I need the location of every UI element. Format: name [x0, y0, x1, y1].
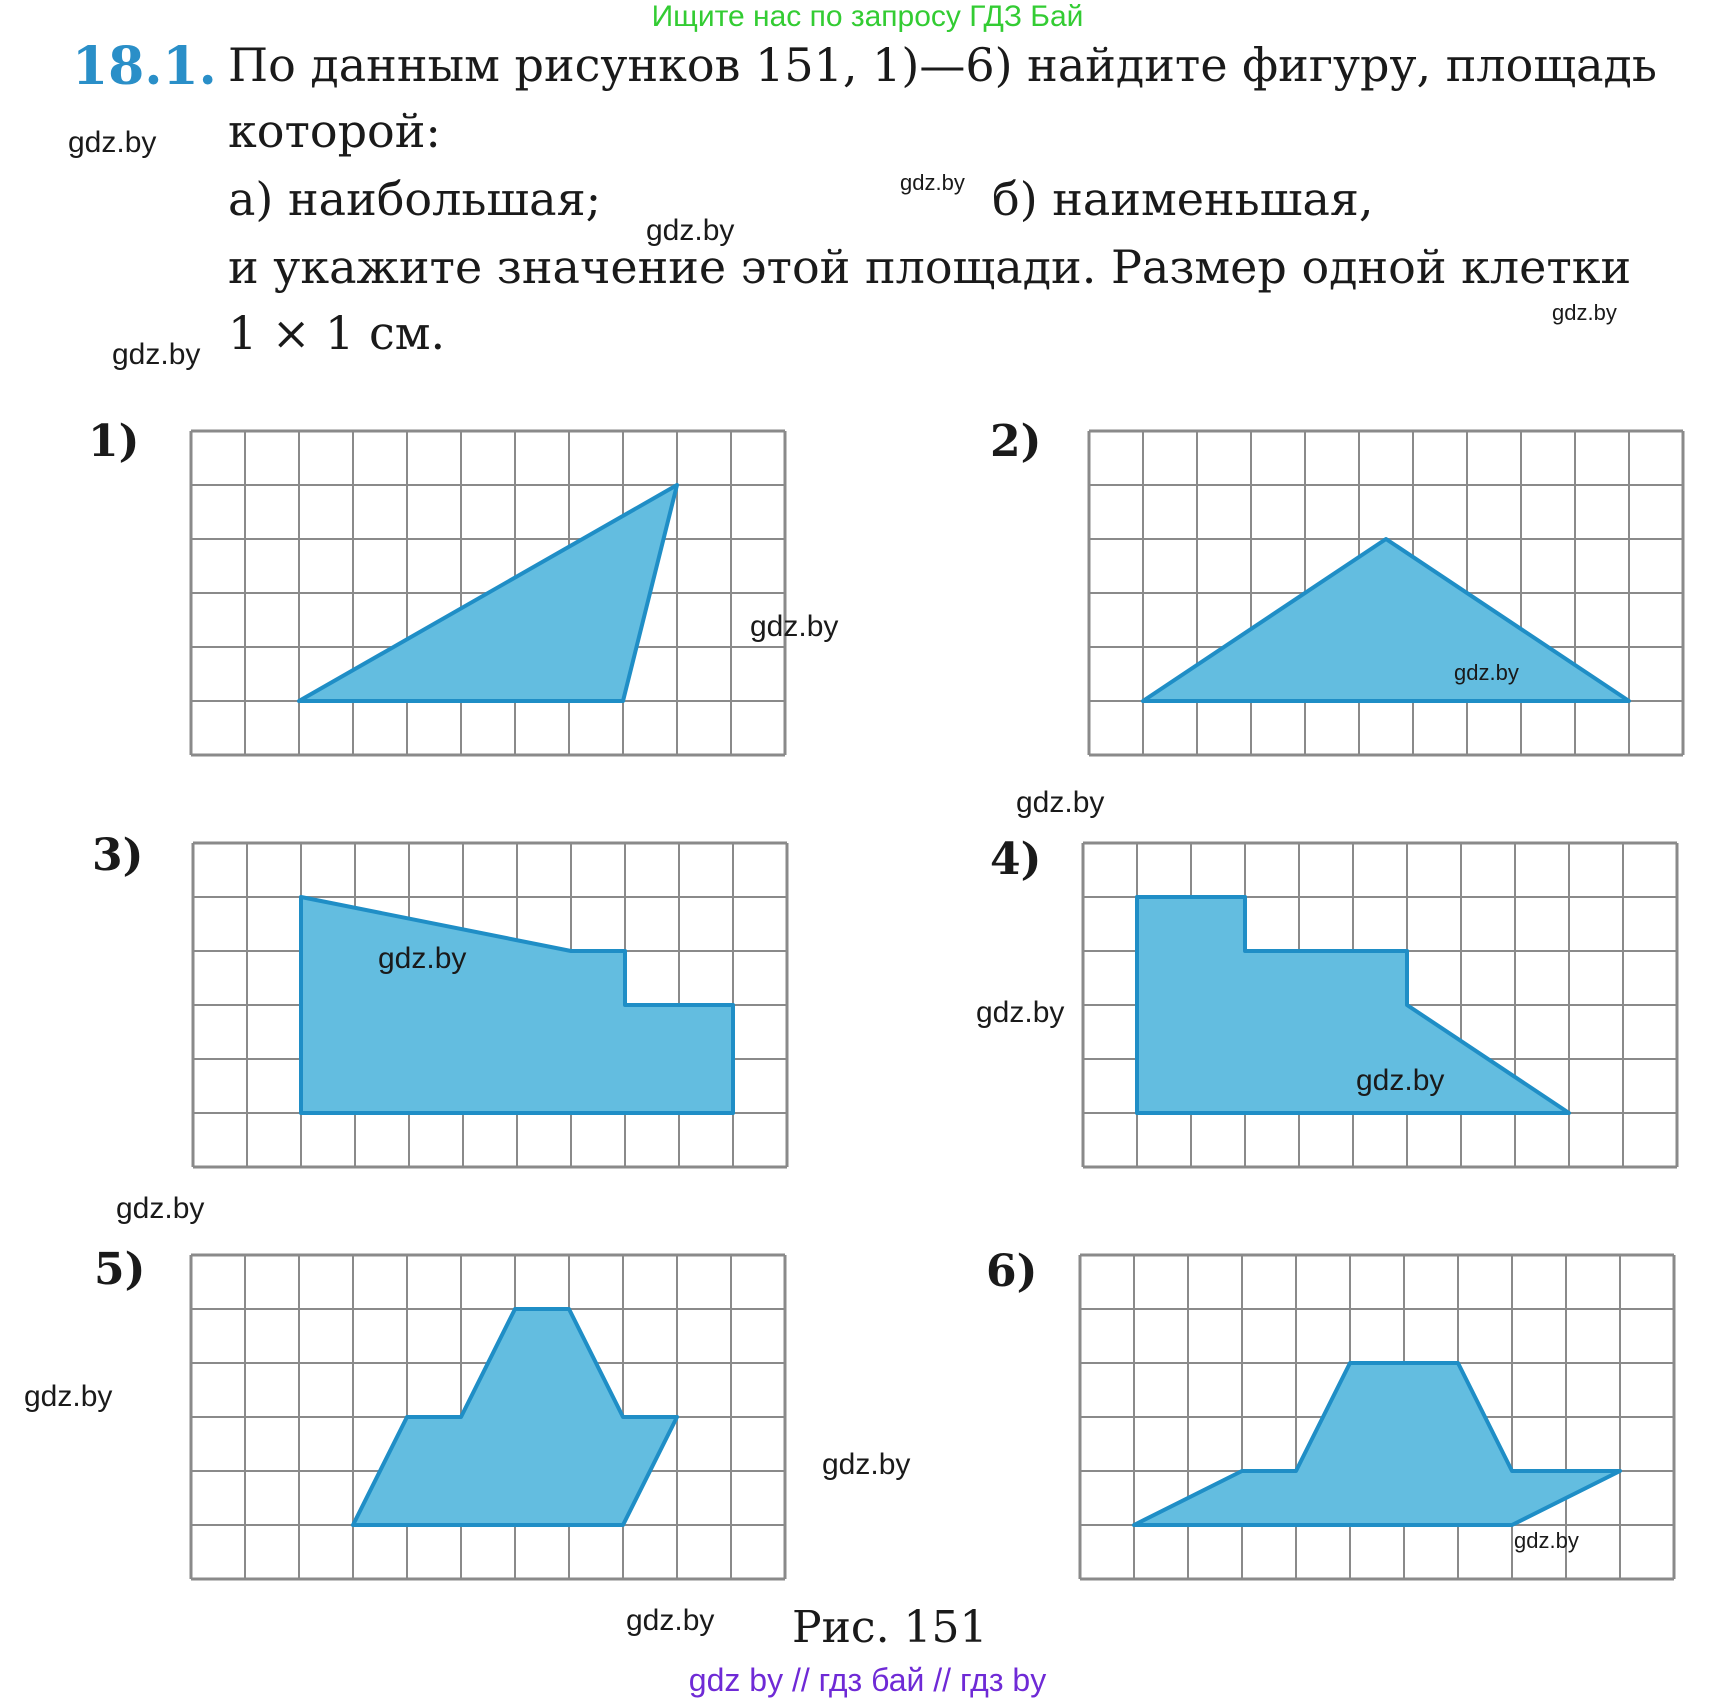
watermark: gdz.by	[976, 996, 1065, 1029]
watermark: gdz.by	[116, 1192, 205, 1225]
figure-shape	[1134, 1363, 1620, 1525]
figure-5-grid	[188, 1252, 788, 1582]
option-a: а) наибольшая;	[228, 172, 602, 226]
figure-2-grid	[1086, 428, 1686, 758]
figure-shape	[1143, 539, 1629, 701]
watermark: gdz.by	[750, 610, 839, 643]
figure-5-label: 5)	[94, 1244, 146, 1295]
watermark: gdz.by	[1552, 300, 1617, 325]
watermark: gdz.by	[900, 170, 965, 195]
watermark: gdz.by	[822, 1448, 911, 1481]
watermark: gdz.by	[646, 214, 735, 247]
watermark: gdz.by	[112, 338, 201, 371]
figure-4-grid	[1080, 840, 1680, 1170]
figure-3-grid	[190, 840, 790, 1170]
figure-6-label: 6)	[986, 1246, 1038, 1297]
problem-number: 18.1.	[72, 36, 217, 97]
problem-line-1: По данным рисунков 151, 1)—6) найдите фигуру, площадь	[228, 38, 1657, 92]
footer-links: gdz by // гдз бай // гдз by	[688, 1662, 1047, 1698]
figure-1-grid	[188, 428, 788, 758]
problem-line-5: 1 × 1 см.	[228, 306, 446, 360]
watermark: gdz.by	[1016, 786, 1105, 819]
problem-line-4: и укажите значение этой площади. Размер одной клетки	[228, 240, 1632, 294]
watermark: gdz.by	[378, 942, 467, 975]
watermark: gdz.by	[1514, 1528, 1579, 1553]
top-banner: Ищите нас по запросу ГДЗ Бай	[651, 0, 1084, 33]
figure-6-grid	[1077, 1252, 1677, 1582]
watermark: gdz.by	[1356, 1064, 1445, 1097]
option-b: б) наименьшая,	[992, 172, 1374, 226]
watermark: gdz.by	[1454, 660, 1519, 685]
watermark: gdz.by	[626, 1604, 715, 1637]
figure-3-label: 3)	[92, 830, 144, 881]
figure-1-label: 1)	[88, 416, 140, 467]
figure-2-label: 2)	[990, 416, 1042, 467]
figure-4-label: 4)	[990, 834, 1042, 885]
problem-line-2: которой:	[228, 104, 441, 158]
watermark: gdz.by	[68, 126, 157, 159]
figure-caption: Рис. 151	[792, 1602, 988, 1653]
watermark: gdz.by	[24, 1380, 113, 1413]
